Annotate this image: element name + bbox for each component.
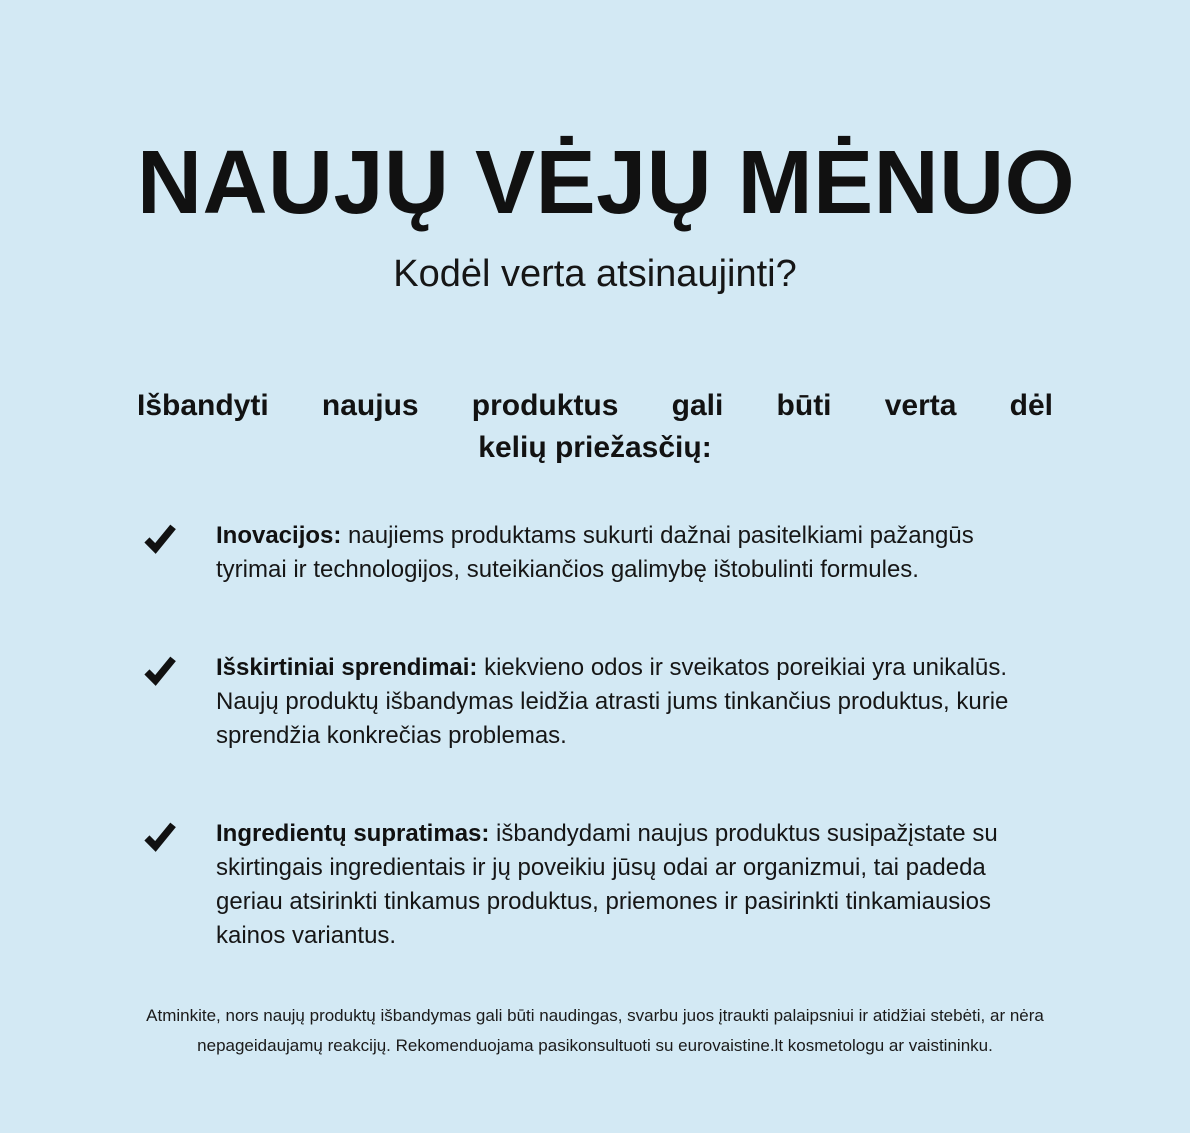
bullet-list	[140, 519, 1053, 953]
bullet-label: Išskirtiniai sprendimai:	[216, 654, 478, 681]
bullet-text	[216, 817, 1034, 953]
bullet-label: Ingredientų supratimas:	[216, 820, 490, 847]
list-item-ingredient-understanding	[140, 817, 1053, 953]
page-title: NAUJŲ VĖJŲ MĖNUO	[137, 133, 1076, 233]
bullet-body: kiekvieno odos ir sveikatos poreikiai yra unikalūs. Naujų produktų išbandymas leidžia atrasti jums tinkančius produktus, kurie sprendžia konkrečias problemas.	[216, 654, 1009, 749]
list-item-innovations	[140, 519, 1053, 587]
checkmark-icon	[140, 652, 180, 688]
bullet-body: išbandydami naujus produktus susipažįstate su skirtingais ingredientais ir jų poveikiu jūsų odai ar organizmui, tai padeda geriau atsirinkti tinkamus produktus, priemones ir pasirinkti tinkamiausios kainos variantus.	[216, 820, 998, 949]
checkmark-icon	[140, 520, 180, 556]
page-subtitle: Kodėl verta atsinaujinti?	[393, 253, 797, 295]
intro-paragraph	[137, 385, 1053, 469]
bullet-text	[216, 651, 1034, 753]
intro-line-1: Išbandyti naujus produktus gali būti verta dėl	[137, 389, 1053, 422]
footer-note: Atminkite, nors naujų produktų išbandymas gali būti naudingas, svarbu juos įtraukti palaipsniui ir atidžiai stebėti, ar nėra nepageidaujamų reakcijų. Rekomenduojama pasikonsultuoti su eurovaistine.lt kosmetologu ar vaistininku.	[146, 1006, 1044, 1055]
bullet-body: naujiems produktams sukurti dažnai pasitelkiami pažangūs tyrimai ir technologijos, suteikiančios galimybę ištobulinti formules.	[216, 522, 974, 583]
bullet-label: Inovacijos:	[216, 522, 342, 549]
intro-line-2: kelių priežasčių:	[478, 431, 712, 464]
checkmark-icon	[140, 818, 180, 854]
bullet-text	[216, 519, 1034, 587]
list-item-exclusive-solutions	[140, 651, 1053, 753]
